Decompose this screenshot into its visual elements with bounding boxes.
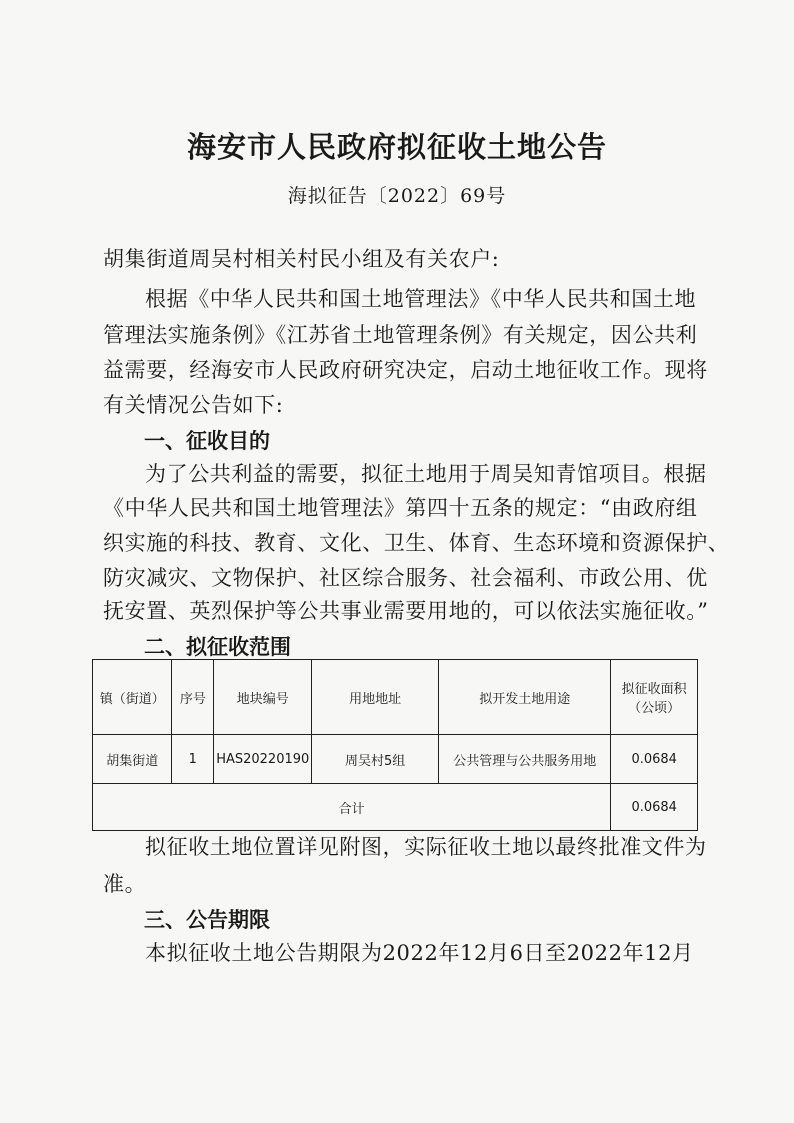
purpose-line: 防灾减灾、文物保护、社区综合服务、社会福利、市政公用、优: [103, 566, 708, 590]
total-label: 合计: [93, 784, 611, 831]
table-row: [93, 735, 698, 784]
area-header-unit: （公顷）: [628, 701, 681, 716]
period-line: 本拟征收土地公告期限为2022年12月6日至2022年12月: [145, 941, 694, 965]
table-header-cell: 地块编号: [214, 660, 312, 735]
purpose-line: 为了公共利益的需要，拟征土地用于周吴知青馆项目。根据: [145, 462, 707, 486]
purpose-line: 织实施的科技、教育、文化、卫生、体育、生态环境和资源保护、: [103, 531, 730, 555]
intro-line: 根据《中华人民共和国土地管理法》《中华人民共和国土地: [145, 287, 697, 311]
section-heading-period: 三、公告期限: [144, 908, 270, 932]
page-title: 海安市人民政府拟征收土地公告: [186, 130, 607, 164]
table-cell: 0.0684: [611, 735, 698, 784]
intro-line: 益需要，经海安市人民政府研究决定，启动土地征收工作。现将: [103, 358, 708, 382]
table-cell: 公共管理与公共服务用地: [439, 735, 611, 784]
area-header-line: 拟征收面积: [621, 682, 687, 697]
table-cell: 1: [172, 735, 214, 784]
intro-line: 有关情况公告如下:: [103, 393, 284, 417]
table-cell: 周吴村5组: [312, 735, 439, 784]
table-cell: 胡集街道: [93, 735, 172, 784]
table-header-cell: 拟开发土地用途: [439, 660, 611, 735]
section-heading-range: 二、拟征收范围: [144, 635, 291, 659]
table-total-row: [93, 784, 698, 831]
range-note-line: 准。: [103, 872, 147, 896]
document-number: 海拟征告〔2022〕69号: [287, 185, 507, 207]
table-header-cell: 镇（街道）: [93, 660, 172, 735]
table-header-cell: 序号: [172, 660, 214, 735]
addressee: 胡集街道周吴村相关村民小组及有关农户:: [103, 247, 500, 271]
range-note-line: 拟征收土地位置详见附图，实际征收土地以最终批准文件为: [145, 835, 707, 859]
intro-line: 管理法实施条例》《江苏省土地管理条例》有关规定，因公共利: [103, 323, 698, 347]
table-header-cell: 用地地址: [312, 660, 439, 735]
section-heading-purpose: 一、征收目的: [144, 429, 270, 453]
purpose-line: 抚安置、英烈保护等公共事业需要用地的，可以依法实施征收。”: [103, 599, 709, 623]
table-cell: HAS20220190: [214, 735, 312, 784]
table-header-cell-area: [611, 660, 698, 735]
purpose-line: 《中华人民共和国土地管理法》第四十五条的规定：“由政府组: [103, 496, 698, 520]
land-range-table: [92, 659, 698, 831]
total-value: 0.0684: [611, 784, 698, 831]
table-header-row: [93, 660, 698, 735]
